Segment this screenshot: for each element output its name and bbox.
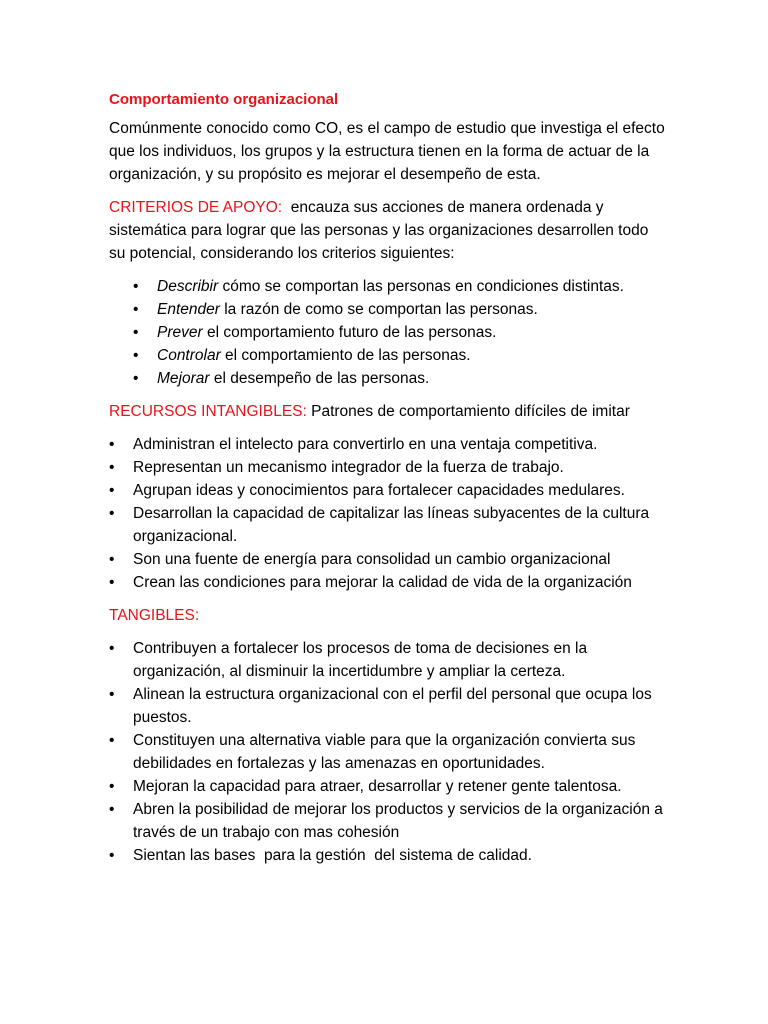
bullet-icon: • bbox=[109, 505, 115, 522]
criterio-rest: la razón de como se comportan las personas. bbox=[219, 301, 538, 318]
tangible-text: Abren la posibilidad de mejorar los productos y servicios de la organización a través de un trabajo con mas cohesión bbox=[133, 801, 663, 841]
bullet-icon: • bbox=[109, 732, 115, 749]
bullet-icon: • bbox=[109, 686, 115, 703]
recurso-text: Son una fuente de energía para consolidad un cambio organizacional bbox=[133, 551, 611, 568]
list-item bbox=[109, 456, 669, 479]
intro-paragraph: Comúnmente conocido como CO, es el campo de estudio que investiga el efecto que los individuos, los grupos y la estructura tienen en la forma de actuar de la organización, y su propósito es mejorar el desempeño de esta. bbox=[109, 120, 665, 183]
recurso-text: Administran el intelecto para convertirlo en una ventaja competitiva. bbox=[133, 436, 598, 453]
recursos-list bbox=[109, 433, 669, 594]
criterio-verb: Describir bbox=[157, 278, 219, 295]
list-item bbox=[109, 502, 669, 548]
bullet-icon: • bbox=[109, 436, 115, 453]
list-item bbox=[109, 548, 669, 571]
recurso-text: Crean las condiciones para mejorar la calidad de vida de la organización bbox=[133, 574, 632, 591]
criterio-rest: el comportamiento de las personas. bbox=[220, 347, 471, 364]
bullet-icon: • bbox=[133, 370, 139, 387]
bullet-icon: • bbox=[109, 482, 115, 499]
list-item bbox=[133, 275, 669, 298]
tangible-text: Contribuyen a fortalecer los procesos de toma de decisiones en la organización, al disminuir la incertidumbre y ampliar la certeza. bbox=[133, 640, 588, 680]
bullet-icon: • bbox=[109, 847, 115, 864]
list-item bbox=[133, 344, 669, 367]
bullet-icon: • bbox=[133, 324, 139, 341]
bullet-icon: • bbox=[133, 347, 139, 364]
criterio-rest: el comportamiento futuro de las personas. bbox=[202, 324, 497, 341]
list-item bbox=[109, 683, 669, 729]
criterio-rest: el desempeño de las personas. bbox=[209, 370, 430, 387]
list-item bbox=[109, 798, 669, 844]
criterio-verb: Prever bbox=[157, 324, 203, 341]
criterios-heading: CRITERIOS DE APOYO: bbox=[109, 199, 283, 216]
tangibles-heading: TANGIBLES: bbox=[109, 607, 200, 624]
document-title: Comportamiento organizacional bbox=[109, 91, 339, 108]
recursos-text: Patrones de comportamiento difíciles de imitar bbox=[306, 403, 630, 420]
criterio-verb: Entender bbox=[157, 301, 220, 318]
list-item bbox=[109, 571, 669, 594]
bullet-icon: • bbox=[109, 778, 115, 795]
tangibles-list bbox=[109, 637, 669, 867]
criterios-text: encauza sus acciones de manera ordenada y sistemática para lograr que las personas y las organizaciones desarrollen todo su potencial, considerando los criterios siguientes: bbox=[109, 199, 653, 262]
list-item bbox=[109, 729, 669, 775]
list-item bbox=[109, 479, 669, 502]
bullet-icon: • bbox=[133, 301, 139, 318]
criterio-rest: cómo se comportan las personas en condiciones distintas. bbox=[218, 278, 624, 295]
criterio-verb: Controlar bbox=[157, 347, 221, 364]
recurso-text: Agrupan ideas y conocimientos para fortalecer capacidades medulares. bbox=[133, 482, 625, 499]
list-item bbox=[133, 367, 669, 390]
bullet-icon: • bbox=[109, 551, 115, 568]
list-item bbox=[109, 433, 669, 456]
criterio-verb: Mejorar bbox=[157, 370, 210, 387]
bullet-icon: • bbox=[109, 459, 115, 476]
list-item bbox=[133, 321, 669, 344]
tangible-text: Constituyen una alternativa viable para que la organización convierta sus debilidades en fortalezas y las amenazas en oportunidades. bbox=[133, 732, 636, 772]
list-item bbox=[133, 298, 669, 321]
recursos-paragraph bbox=[109, 400, 669, 423]
bullet-icon: • bbox=[109, 574, 115, 591]
list-item bbox=[109, 775, 669, 798]
bullet-icon: • bbox=[133, 278, 139, 295]
criterios-paragraph bbox=[109, 196, 669, 265]
tangible-text: Mejoran la capacidad para atraer, desarrollar y retener gente talentosa. bbox=[133, 778, 622, 795]
recurso-text: Representan un mecanismo integrador de la fuerza de trabajo. bbox=[133, 459, 564, 476]
bullet-icon: • bbox=[109, 640, 115, 657]
list-item bbox=[109, 844, 669, 867]
document-page bbox=[109, 88, 669, 877]
list-item bbox=[109, 637, 669, 683]
recurso-text: Desarrollan la capacidad de capitalizar las líneas subyacentes de la cultura organizacional. bbox=[133, 505, 650, 545]
tangible-text: Sientan las bases para la gestión del sistema de calidad. bbox=[133, 847, 532, 864]
tangible-text: Alinean la estructura organizacional con el perfil del personal que ocupa los puestos. bbox=[133, 686, 652, 726]
recursos-heading: RECURSOS INTANGIBLES: bbox=[109, 403, 307, 420]
bullet-icon: • bbox=[109, 801, 115, 818]
criterios-list bbox=[109, 275, 669, 390]
